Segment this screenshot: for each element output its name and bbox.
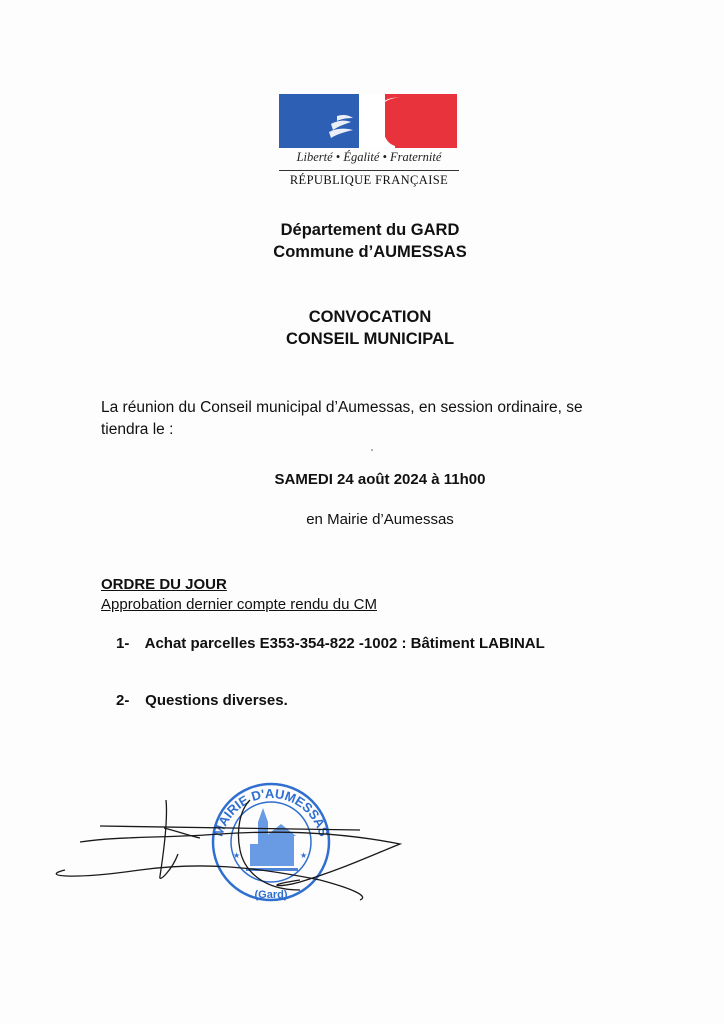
republique-francaise-label: RÉPUBLIQUE FRANÇAISE — [279, 170, 459, 188]
scan-speck — [371, 449, 373, 451]
agenda-item — [116, 635, 545, 652]
mairie-stamp — [210, 784, 331, 901]
agenda-item-text: Achat parcelles E353-354-822 -1002 : Bâtiment LABINAL — [144, 635, 545, 652]
stamp-bottom-text: (Gard) — [254, 889, 288, 901]
marianne-profile-icon — [323, 94, 413, 148]
marianne-logo — [279, 94, 457, 148]
republic-motto: Liberté • Égalité • Fraternité — [296, 150, 442, 164]
stamp-top-text: MAIRIE D'AUMESSAS — [210, 785, 332, 839]
signature-and-stamp — [0, 770, 724, 930]
agenda-item-number: 2- — [116, 692, 130, 709]
meeting-location: en Mairie d’Aumessas — [306, 511, 454, 528]
agenda-title: ORDRE DU JOUR — [101, 576, 227, 593]
agenda-subtitle: Approbation dernier compte rendu du CM — [101, 596, 377, 613]
departement-heading: Département du GARD — [280, 221, 460, 239]
church-emblem-icon — [246, 808, 298, 871]
meeting-date: SAMEDI 24 août 2024 à 11h00 — [274, 471, 486, 488]
agenda-item-number: 1- — [116, 635, 130, 652]
svg-text:★: ★ — [233, 851, 241, 860]
commune-heading: Commune d’AUMESSAS — [273, 243, 467, 261]
conseil-municipal-title: CONSEIL MUNICIPAL — [285, 330, 455, 348]
agenda-item — [116, 692, 288, 709]
agenda-item-text: Questions diverses. — [145, 692, 288, 709]
convocation-title: CONVOCATION — [308, 308, 432, 326]
intro-paragraph: La réunion du Conseil municipal d’Aumessas, en session ordinaire, se tiendra le : — [101, 399, 583, 438]
svg-text:★: ★ — [300, 851, 308, 860]
